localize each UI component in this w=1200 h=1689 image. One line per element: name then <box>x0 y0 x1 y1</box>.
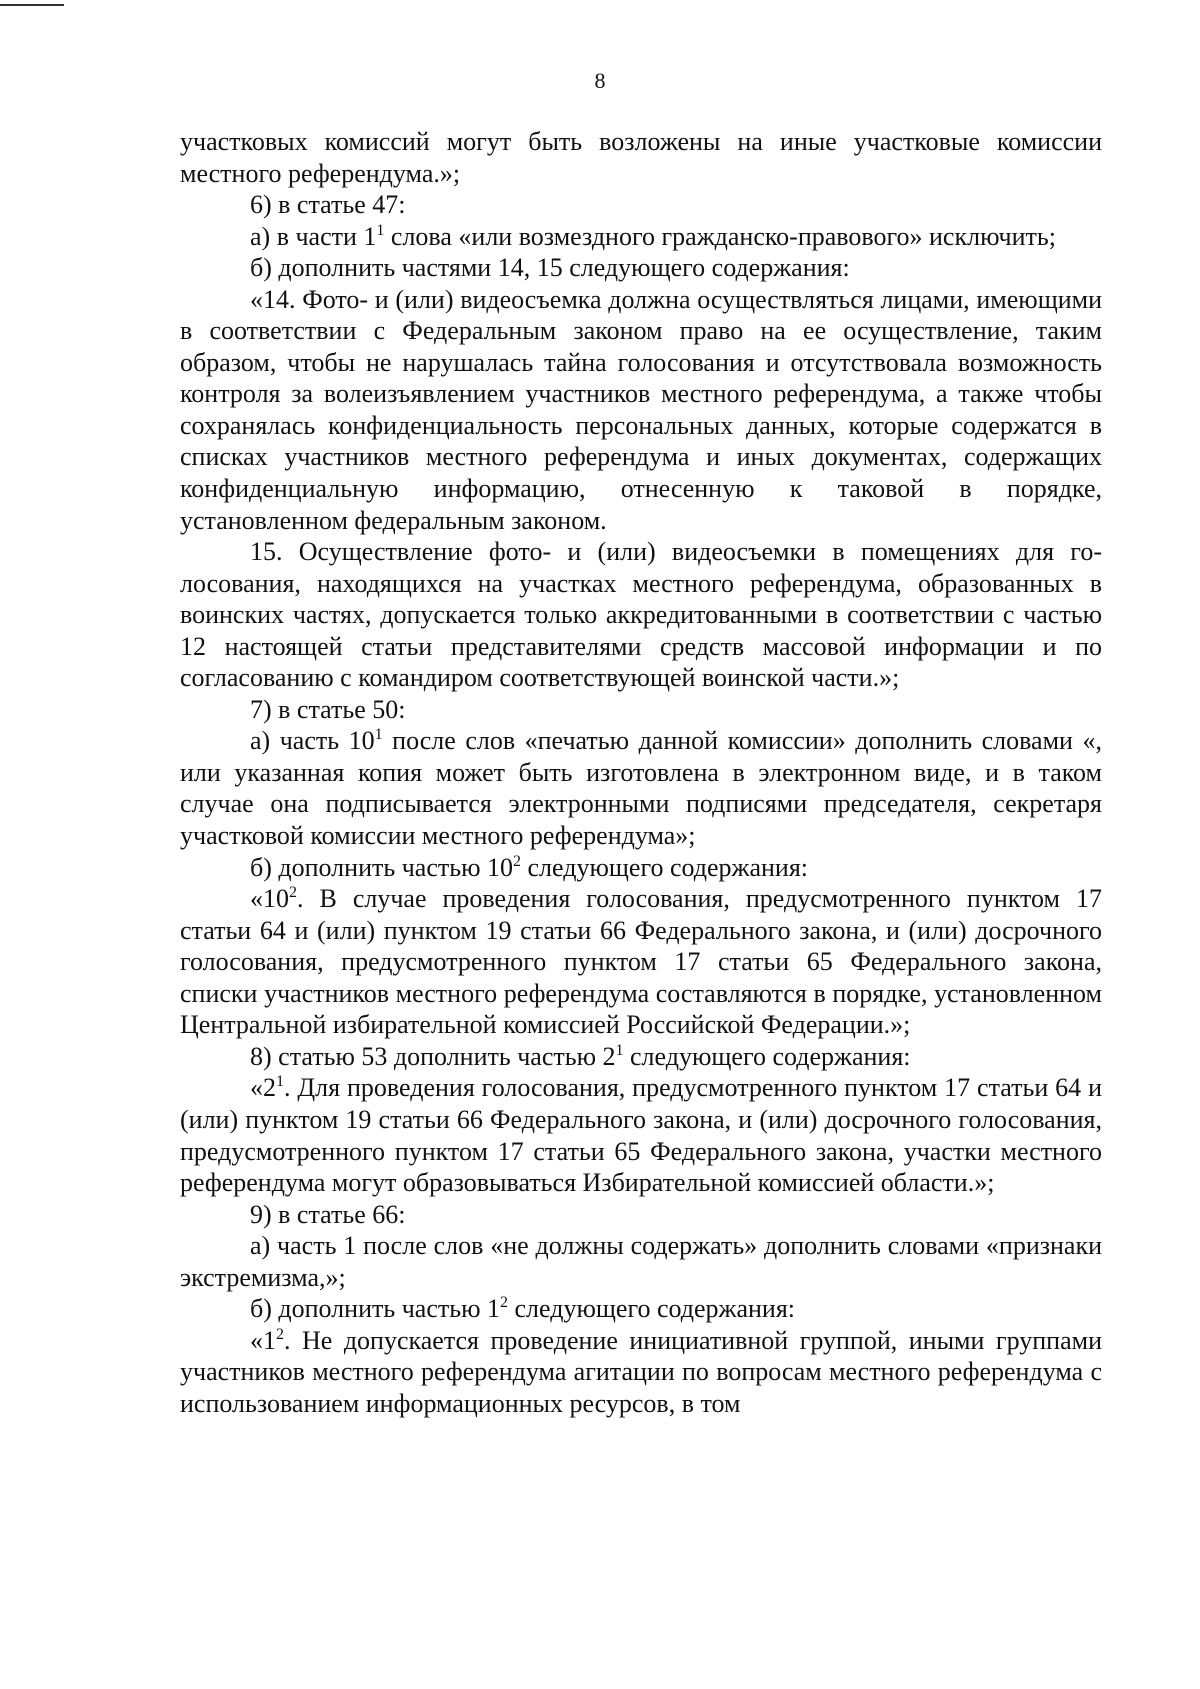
superscript-index: 2 <box>513 852 522 870</box>
superscript-index: 1 <box>615 1041 624 1059</box>
superscript-index: 1 <box>376 221 385 239</box>
paragraph-text: а) часть 10 <box>250 726 375 756</box>
paragraph-text: участковых комиссий могут быть возложены на иные участковые комиссии местного референдума.»; <box>180 127 1102 188</box>
paragraph-text: 7) в статье 50: <box>250 694 406 724</box>
document-body <box>180 126 1102 1419</box>
paragraph-text: а) в части 1 <box>250 221 377 251</box>
paragraph <box>180 1293 1102 1325</box>
superscript-index: 1 <box>276 1073 284 1091</box>
paragraph-text: б) дополнить частью 10 <box>250 852 514 882</box>
paragraph <box>180 221 1102 253</box>
paragraph-text: 6) в статье 47: <box>250 190 406 220</box>
scan-edge-mark <box>0 4 64 6</box>
paragraph <box>180 883 1102 1041</box>
paragraph <box>180 1325 1102 1420</box>
paragraph <box>180 284 1102 536</box>
paragraph <box>180 694 1102 726</box>
paragraph-text: 8) статью 53 дополнить частью 2 <box>250 1041 616 1071</box>
paragraph-text: 9) в статье 66: <box>250 1199 406 1229</box>
paragraph <box>180 536 1102 694</box>
paragraph <box>180 189 1102 221</box>
paragraph-text: после слов «печатью данной комиссии» дополнить словами «, или указанная копия может быть изготовлена в электронном виде, и в таком случае она подписывается электронными подписями председателя, секретаря участковой комиссии местного референдума»; <box>180 726 1102 851</box>
paragraph <box>180 1230 1102 1293</box>
paragraph <box>180 1072 1102 1198</box>
paragraph <box>180 252 1102 284</box>
paragraph-text: следующего содержания: <box>521 852 809 882</box>
paragraph-text: а) часть 1 после слов «не должны содержать» дополнить словами «признаки экстремизма,»; <box>180 1231 1102 1292</box>
paragraph-text: «14. Фото- и (или) видеосъемка должна осуществляться лицами, имеющими в соответствии с Федеральным законом право на ее осуществление, таким образом, чтобы не нарушалась тайна голосования и отсутствовала возможность контроля за волеизъявлением участников местного референдума, а также чтобы сохранялась конфиденциальность персональных данных, которые содержатся в списках участников местного референдума и иных документах, содержащих конфиденциальную информацию, отнесенную к таковой в порядке, установленном федеральным законом. <box>180 284 1102 535</box>
superscript-index: 2 <box>289 884 297 902</box>
paragraph <box>180 1041 1102 1073</box>
paragraph-text: «1 <box>250 1325 276 1355</box>
paragraph-text: слова «или возмездного гражданско-правового» исключить; <box>384 221 1056 251</box>
paragraph <box>180 126 1102 189</box>
paragraph-text: следующего содержания: <box>508 1294 796 1324</box>
paragraph <box>180 725 1102 851</box>
paragraph-text: . В случае проведения голосования, предусмотренного пунктом 17 статьи 64 и (или) пунктом 19 статьи 66 Федерального закона, и (или) досрочного голосования, предусмотренного пунктом 17 статьи 65 Федерального закона, списки участников местного референдума составляются в порядке, установленном Центральной избирательной комиссией Российской Федерации.»; <box>180 884 1102 1040</box>
superscript-index: 1 <box>374 726 383 744</box>
page-number: 8 <box>594 68 606 93</box>
paragraph-text: б) дополнить частью 1 <box>250 1294 501 1324</box>
paragraph <box>180 1199 1102 1231</box>
paragraph-text: . Не допускается проведение инициативной группой, иными группами участников местного референдума агитации по вопросам местного референдума с использованием информационных ресурсов, в том <box>180 1325 1102 1418</box>
superscript-index: 2 <box>276 1325 284 1343</box>
paragraph-text: «2 <box>250 1073 276 1103</box>
paragraph <box>180 852 1102 884</box>
paragraph-text: 15. Осуществление фото- и (или) видеосъемки в помещениях для голосования, находящихся на участках местного референдума, образованных в воинских частях, допускается только аккредитованными в соответствии с частью 12 настоящей статьи представителями средств массовой информации и по согласованию с командиром соответствующей воинской части.»; <box>180 537 1102 693</box>
paragraph-text: следующего содержания: <box>623 1041 911 1071</box>
superscript-index: 2 <box>500 1294 509 1312</box>
paragraph-text: б) дополнить частями 14, 15 следующего содержания: <box>250 253 850 283</box>
paragraph-text: . Для проведения голосования, предусмотренного пунктом 17 статьи 64 и (или) пунктом 19 статьи 66 Федерального закона, и (или) досрочного голосования, предусмотренного пунктом 17 статьи 65 Федерального закона, участки местного референдума могут образовываться Избирательной комиссией области.»; <box>180 1073 1102 1198</box>
paragraph-text: «10 <box>250 884 289 914</box>
